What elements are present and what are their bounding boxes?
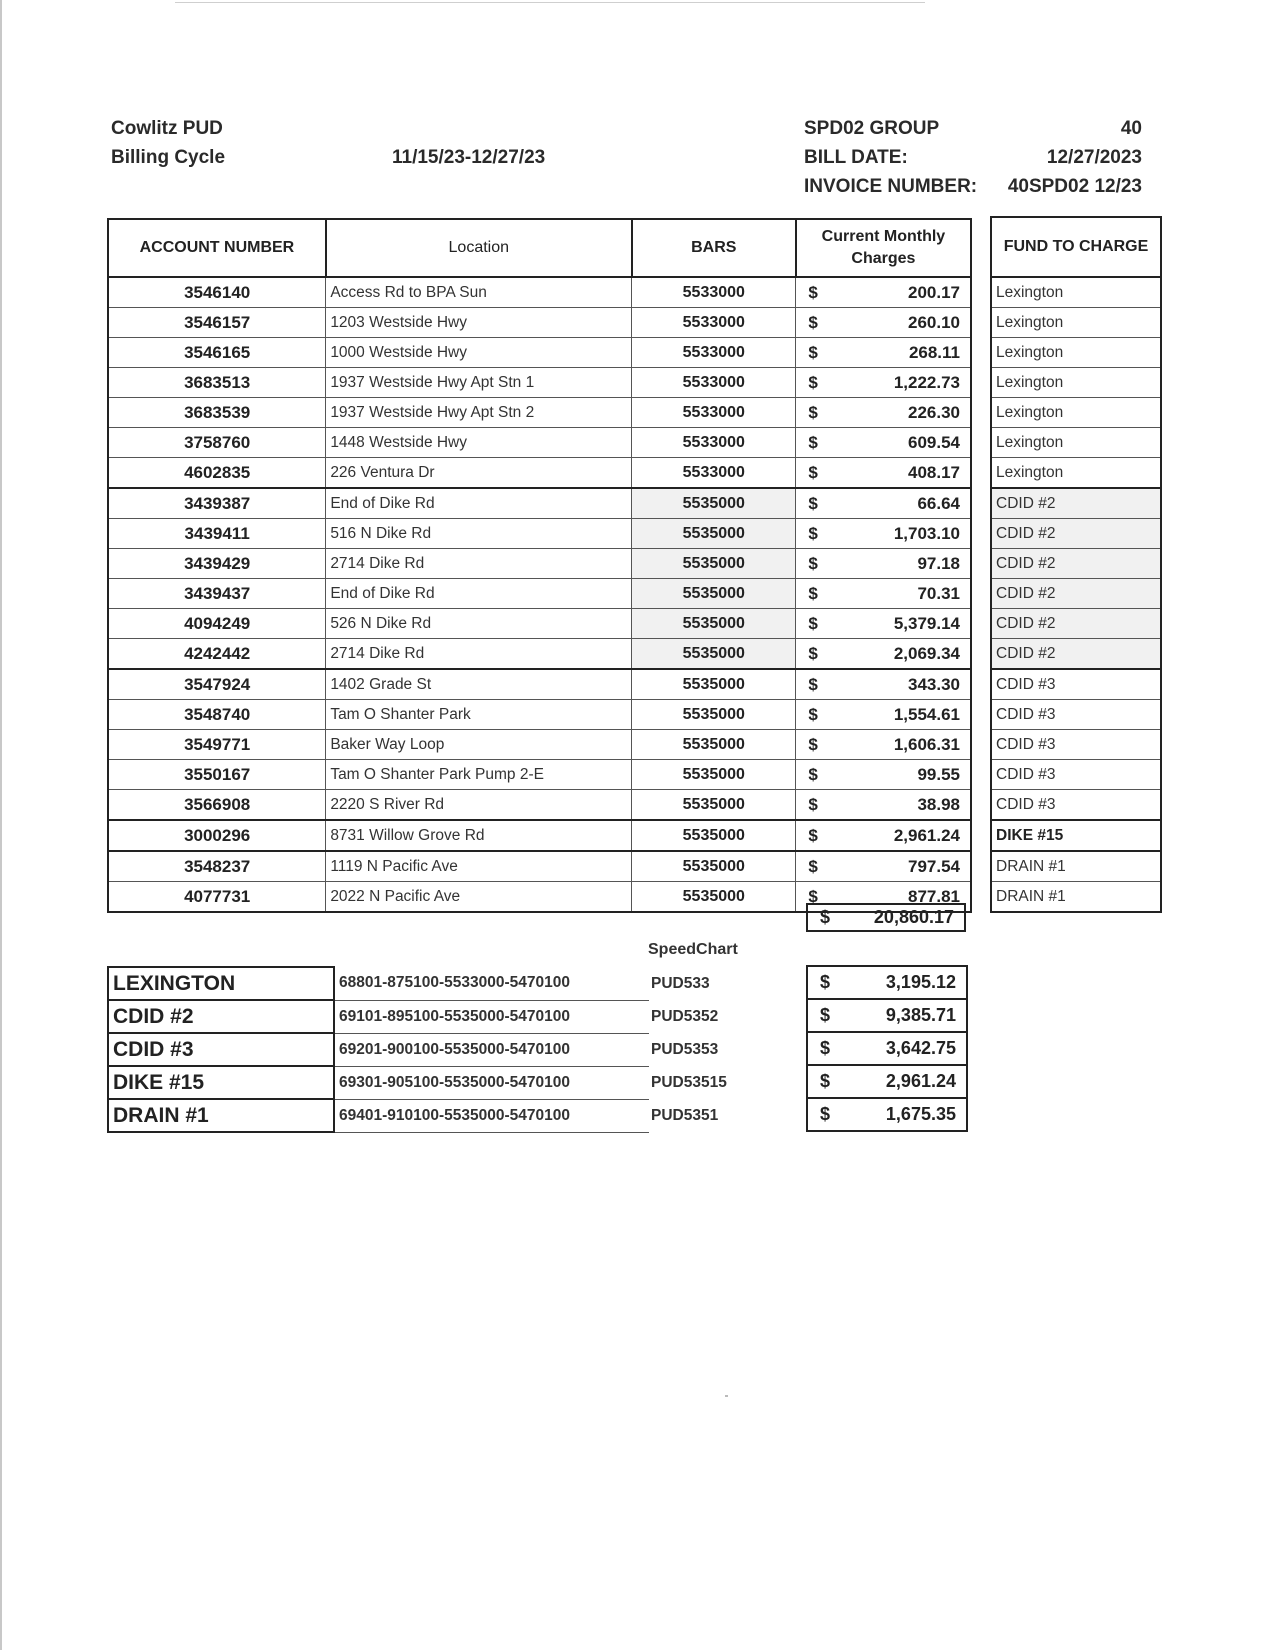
summary-amount-row	[807, 1032, 967, 1065]
fund-to-charge: CDID #2	[991, 549, 1161, 579]
group-value: 40	[1120, 118, 1142, 139]
summary-speedchart: PUD5352	[651, 1007, 719, 1025]
summary-amount	[807, 1065, 967, 1098]
currency-symbol: $	[808, 523, 818, 543]
monthly-charge-value: 2,961.24	[893, 825, 960, 845]
location: 1203 Westside Hwy	[326, 308, 632, 338]
summary-amount	[807, 1098, 967, 1131]
summary-amount	[807, 1032, 967, 1065]
org-name: Cowlitz PUD	[111, 118, 223, 139]
monthly-charge-value: 260.10	[908, 312, 960, 332]
currency-symbol: $	[808, 674, 818, 694]
monthly-charge-value: 1,606.31	[893, 734, 960, 754]
monthly-charge	[796, 669, 971, 700]
summary-account-code: 69401-910100-5535000-5470100	[334, 1099, 649, 1132]
summary-row	[108, 1099, 818, 1132]
location: 226 Ventura Dr	[326, 458, 632, 489]
fund-to-charge: CDID #3	[991, 700, 1161, 730]
table-row	[108, 579, 971, 609]
summary-amount-row	[807, 999, 967, 1032]
account-number: 3439429	[108, 549, 326, 579]
currency-symbol: $	[808, 794, 818, 814]
fund-row	[991, 519, 1161, 549]
billing-cycle-label: Billing Cycle	[111, 147, 226, 168]
summary-row	[108, 1000, 818, 1033]
table-row	[108, 458, 971, 489]
location: 1448 Westside Hwy	[326, 428, 632, 458]
summary-row	[108, 1066, 818, 1099]
monthly-charge-value: 877.81	[908, 886, 960, 906]
fund-row	[991, 579, 1161, 609]
account-number: 3439437	[108, 579, 326, 609]
scan-artifact-line	[175, 2, 925, 3]
table-row	[108, 398, 971, 428]
monthly-charge	[796, 639, 971, 670]
fund-row	[991, 760, 1161, 790]
monthly-charge	[796, 428, 971, 458]
summary-amount-value: 9,385.71	[885, 1005, 956, 1025]
currency-symbol: $	[808, 553, 818, 573]
fund-to-charge: Lexington	[991, 338, 1161, 368]
monthly-charge-value: 38.98	[917, 794, 960, 814]
bars-code: 5535000	[632, 700, 796, 730]
scan-speck	[725, 1395, 728, 1397]
fund-to-charge: DRAIN #1	[991, 851, 1161, 882]
monthly-charge	[796, 760, 971, 790]
monthly-charge	[796, 277, 971, 308]
fund-row	[991, 458, 1161, 489]
account-number: 3439387	[108, 488, 326, 519]
currency-symbol: $	[820, 972, 831, 992]
summary-fund-name: DIKE #15	[108, 1066, 334, 1099]
fund-to-charge: CDID #3	[991, 669, 1161, 700]
summary-amount-row	[807, 966, 967, 999]
account-number: 3550167	[108, 760, 326, 790]
location: 2220 S River Rd	[326, 790, 632, 821]
fund-row	[991, 368, 1161, 398]
currency-symbol: $	[808, 825, 818, 845]
summary-account-code: 69301-905100-5535000-5470100	[334, 1066, 649, 1099]
accounts-table-header	[108, 219, 971, 277]
currency-symbol: $	[808, 583, 818, 603]
fund-to-charge: CDID #2	[991, 579, 1161, 609]
monthly-charge	[796, 700, 971, 730]
summary-amount-value: 3,642.75	[885, 1038, 956, 1058]
currency-symbol: $	[808, 886, 818, 906]
account-number: 3548740	[108, 700, 326, 730]
location: 516 N Dike Rd	[326, 519, 632, 549]
monthly-charge-value: 97.18	[917, 553, 960, 573]
table-row	[108, 519, 971, 549]
monthly-charge	[796, 338, 971, 368]
account-number: 3439411	[108, 519, 326, 549]
monthly-charge	[796, 851, 971, 882]
fund-row	[991, 398, 1161, 428]
monthly-charge-value: 797.54	[908, 856, 960, 876]
bars-code: 5535000	[632, 851, 796, 882]
summary-amount-row	[807, 1065, 967, 1098]
monthly-charge-value: 200.17	[908, 282, 960, 302]
bars-code: 5535000	[632, 609, 796, 639]
location: End of Dike Rd	[326, 488, 632, 519]
currency-symbol: $	[820, 1071, 831, 1091]
bars-code: 5535000	[632, 760, 796, 790]
table-row	[108, 820, 971, 851]
fund-row	[991, 700, 1161, 730]
fund-row	[991, 338, 1161, 368]
monthly-charge-value: 226.30	[908, 402, 960, 422]
scan-edge	[0, 0, 2, 1650]
fund-row	[991, 790, 1161, 821]
monthly-charge-value: 609.54	[908, 432, 960, 452]
fund-to-charge: DIKE #15	[991, 820, 1161, 851]
fund-to-charge: Lexington	[991, 458, 1161, 489]
table-row	[108, 730, 971, 760]
monthly-charge-value: 1,222.73	[893, 372, 960, 392]
location: Baker Way Loop	[326, 730, 632, 760]
bars-code: 5535000	[632, 669, 796, 700]
currency-symbol: $	[820, 907, 831, 927]
summary-speedchart: PUD5353	[651, 1040, 719, 1058]
monthly-charge-value: 408.17	[908, 462, 960, 482]
fund-row	[991, 549, 1161, 579]
bars-code: 5533000	[632, 428, 796, 458]
billing-cycle-value: 11/15/23-12/27/23	[392, 147, 546, 168]
summary-speedchart: PUD53515	[651, 1073, 727, 1091]
monthly-charge-value: 2,069.34	[893, 643, 960, 663]
monthly-charge	[796, 488, 971, 519]
monthly-charge-value: 5,379.14	[893, 613, 960, 633]
currency-symbol: $	[808, 643, 818, 663]
fund-row	[991, 669, 1161, 700]
summary-row	[108, 967, 818, 1000]
monthly-charge	[796, 609, 971, 639]
monthly-charge	[796, 519, 971, 549]
location: 1937 Westside Hwy Apt Stn 1	[326, 368, 632, 398]
monthly-charge-value: 1,554.61	[893, 704, 960, 724]
location: 2714 Dike Rd	[326, 639, 632, 670]
monthly-charge-value: 1,703.10	[893, 523, 960, 543]
account-number: 3546140	[108, 277, 326, 308]
summary-amount-value: 2,961.24	[885, 1071, 956, 1091]
fund-to-charge: Lexington	[991, 308, 1161, 338]
monthly-charge	[796, 579, 971, 609]
fund-row	[991, 882, 1161, 913]
fund-to-charge: CDID #2	[991, 488, 1161, 519]
account-number: 4077731	[108, 882, 326, 913]
accounts-table	[107, 218, 972, 913]
fund-to-charge: DRAIN #1	[991, 882, 1161, 913]
summary-amount	[807, 966, 967, 999]
account-number: 3683539	[108, 398, 326, 428]
fund-row	[991, 609, 1161, 639]
summary-row	[108, 1033, 818, 1066]
location: 1000 Westside Hwy	[326, 338, 632, 368]
bars-code: 5535000	[632, 579, 796, 609]
location: 8731 Willow Grove Rd	[326, 820, 632, 851]
fund-row	[991, 851, 1161, 882]
fund-to-charge: CDID #2	[991, 519, 1161, 549]
invoice-number-value: 40SPD02 12/23	[1007, 176, 1142, 197]
table-row	[108, 368, 971, 398]
table-row	[108, 851, 971, 882]
account-number: 4602835	[108, 458, 326, 489]
table-row	[108, 639, 971, 670]
currency-symbol: $	[808, 462, 818, 482]
summary-fund-name: LEXINGTON	[108, 967, 334, 1000]
bars-code: 5533000	[632, 308, 796, 338]
summary-fund-name: CDID #2	[108, 1000, 334, 1033]
bars-code: 5535000	[632, 519, 796, 549]
fund-to-charge: CDID #3	[991, 790, 1161, 821]
monthly-charge	[796, 730, 971, 760]
fund-row	[991, 428, 1161, 458]
bars-code: 5535000	[632, 488, 796, 519]
monthly-charge-value: 343.30	[908, 674, 960, 694]
bars-code: 5535000	[632, 820, 796, 851]
col-account-number: ACCOUNT NUMBER	[108, 219, 326, 277]
bars-code: 5533000	[632, 398, 796, 428]
monthly-charge-value: 66.64	[917, 493, 960, 513]
bars-code: 5535000	[632, 549, 796, 579]
currency-symbol: $	[808, 402, 818, 422]
account-number: 3547924	[108, 669, 326, 700]
summary-amount-value: 3,195.12	[885, 972, 956, 992]
col-current-monthly-charges: Current Monthly Charges	[796, 219, 971, 277]
fund-to-charge: Lexington	[991, 277, 1161, 308]
bars-code: 5535000	[632, 882, 796, 913]
fund-to-charge: CDID #2	[991, 639, 1161, 670]
account-number: 4242442	[108, 639, 326, 670]
account-number: 3758760	[108, 428, 326, 458]
bars-code: 5533000	[632, 338, 796, 368]
summary-fund-name: CDID #3	[108, 1033, 334, 1066]
fund-to-charge: Lexington	[991, 428, 1161, 458]
account-number: 3683513	[108, 368, 326, 398]
fund-to-charge: Lexington	[991, 368, 1161, 398]
col-location: Location	[326, 219, 632, 277]
fund-to-charge: CDID #3	[991, 760, 1161, 790]
fund-to-charge: Lexington	[991, 398, 1161, 428]
fund-row	[991, 820, 1161, 851]
monthly-charge-value: 99.55	[917, 764, 960, 784]
account-number: 3566908	[108, 790, 326, 821]
location: 2022 N Pacific Ave	[326, 882, 632, 913]
bars-code: 5533000	[632, 277, 796, 308]
location: Tam O Shanter Park Pump 2-E	[326, 760, 632, 790]
summary-amount-row	[807, 1098, 967, 1131]
bars-code: 5535000	[632, 639, 796, 670]
location: Tam O Shanter Park	[326, 700, 632, 730]
fund-row	[991, 639, 1161, 670]
table-row	[108, 760, 971, 790]
summary-account-code: 69201-900100-5535000-5470100	[334, 1033, 649, 1066]
col-bars: BARS	[632, 219, 796, 277]
summary-fund-name: DRAIN #1	[108, 1099, 334, 1132]
monthly-charge	[796, 549, 971, 579]
fund-row	[991, 277, 1161, 308]
col-fund-to-charge: FUND TO CHARGE	[991, 217, 1161, 277]
bars-code: 5535000	[632, 790, 796, 821]
summary-amount-value: 1,675.35	[885, 1104, 956, 1124]
account-number: 3000296	[108, 820, 326, 851]
monthly-charge	[796, 790, 971, 821]
account-number: 3546157	[108, 308, 326, 338]
summary-amount	[807, 999, 967, 1032]
table-row	[108, 609, 971, 639]
bars-code: 5535000	[632, 730, 796, 760]
monthly-charge	[796, 458, 971, 489]
monthly-charge	[796, 398, 971, 428]
fund-to-charge: CDID #2	[991, 609, 1161, 639]
table-row	[108, 488, 971, 519]
account-number: 3549771	[108, 730, 326, 760]
currency-symbol: $	[808, 764, 818, 784]
monthly-charge	[796, 820, 971, 851]
table-row	[108, 428, 971, 458]
currency-symbol: $	[808, 493, 818, 513]
location: 1402 Grade St	[326, 669, 632, 700]
monthly-charge-value: 70.31	[917, 583, 960, 603]
currency-symbol: $	[808, 282, 818, 302]
fund-row	[991, 488, 1161, 519]
location: 1119 N Pacific Ave	[326, 851, 632, 882]
fund-summary-table	[107, 966, 819, 1133]
currency-symbol: $	[808, 734, 818, 754]
fund-row	[991, 730, 1161, 760]
currency-symbol: $	[820, 1038, 831, 1058]
currency-symbol: $	[820, 1104, 831, 1124]
fund-summary-amounts	[806, 965, 968, 1132]
currency-symbol: $	[808, 372, 818, 392]
invoice-number-label: INVOICE NUMBER:	[804, 176, 978, 197]
account-number: 3548237	[108, 851, 326, 882]
summary-account-code: 69101-895100-5535000-5470100	[334, 1000, 649, 1033]
account-number: 4094249	[108, 609, 326, 639]
currency-symbol: $	[808, 312, 818, 332]
table-row	[108, 549, 971, 579]
table-row	[108, 277, 971, 308]
bill-date-value: 12/27/2023	[1046, 147, 1142, 168]
currency-symbol: $	[808, 613, 818, 633]
summary-speedchart: PUD5351	[651, 1106, 719, 1124]
table-row	[108, 308, 971, 338]
location: 1937 Westside Hwy Apt Stn 2	[326, 398, 632, 428]
currency-symbol: $	[808, 432, 818, 452]
table-row	[108, 790, 971, 821]
currency-symbol: $	[808, 856, 818, 876]
table-row	[108, 669, 971, 700]
bars-code: 5533000	[632, 368, 796, 398]
grand-total	[806, 903, 966, 932]
fund-to-charge: CDID #3	[991, 730, 1161, 760]
location: 526 N Dike Rd	[326, 609, 632, 639]
table-row	[108, 700, 971, 730]
summary-account-code: 68801-875100-5533000-5470100	[334, 967, 649, 1000]
fund-to-charge-table	[990, 216, 1162, 913]
summary-speedchart: PUD533	[651, 974, 710, 992]
currency-symbol: $	[820, 1005, 831, 1025]
location: Access Rd to BPA Sun	[326, 277, 632, 308]
location: End of Dike Rd	[326, 579, 632, 609]
account-number: 3546165	[108, 338, 326, 368]
location: 2714 Dike Rd	[326, 549, 632, 579]
monthly-charge-value: 268.11	[908, 342, 960, 362]
currency-symbol: $	[808, 342, 818, 362]
fund-row	[991, 308, 1161, 338]
group-label: SPD02 GROUP	[804, 118, 940, 139]
grand-total-value: 20,860.17	[873, 907, 954, 927]
speedchart-header: SpeedChart	[648, 941, 738, 958]
monthly-charge	[796, 308, 971, 338]
currency-symbol: $	[808, 704, 818, 724]
bill-date-label: BILL DATE:	[804, 147, 908, 168]
bars-code: 5533000	[632, 458, 796, 489]
monthly-charge	[796, 368, 971, 398]
table-row	[108, 338, 971, 368]
